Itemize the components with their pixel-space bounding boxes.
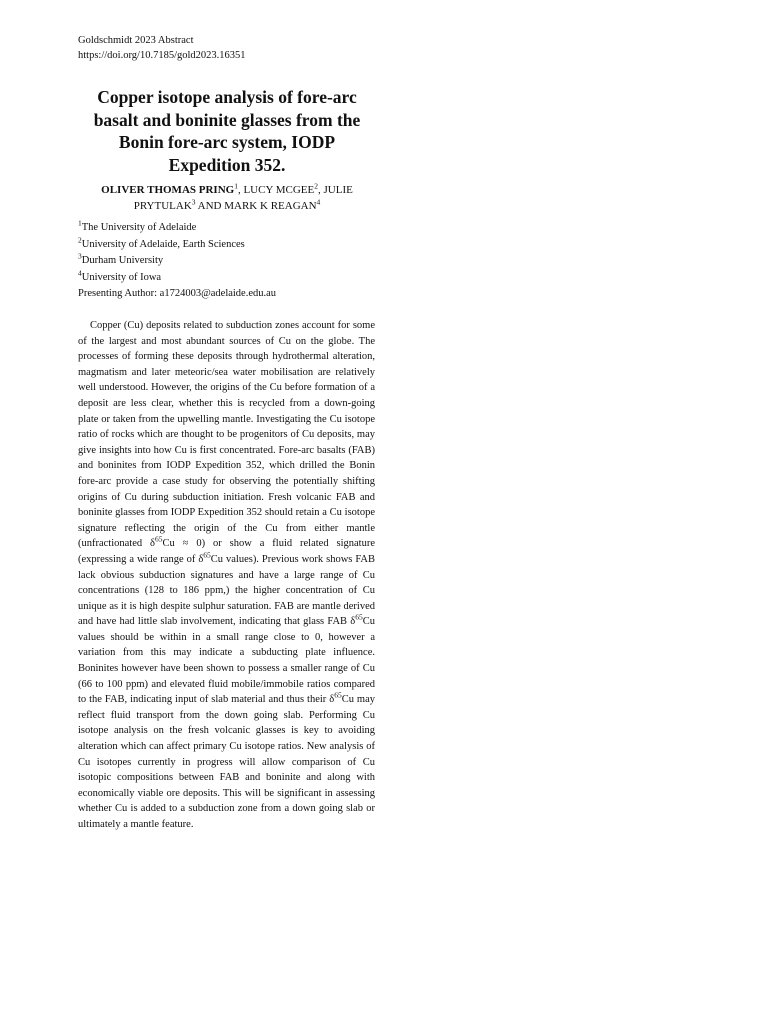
affiliation-number: 4: [78, 268, 82, 277]
author-name: OLIVER THOMAS PRING: [101, 184, 235, 196]
presenting-author: Presenting Author: a1724003@adelaide.edu.au: [78, 288, 277, 299]
affiliation-item: [78, 270, 245, 287]
author-separator: AND: [195, 200, 225, 212]
affiliation-item: [78, 253, 245, 270]
doi-link[interactable]: https://doi.org/10.7185/gold2023.16351: [78, 50, 246, 61]
author-list: [78, 182, 376, 214]
author-name: JULIE PRYTULAK: [133, 184, 353, 212]
paper-title: Copper isotope analysis of fore-arc basalt and boninite glasses from the Bonin fore-arc system, IODP Expedition 352.: [93, 87, 361, 175]
isotope-superscript: 65: [355, 612, 363, 622]
affiliation-text: Durham University: [81, 255, 164, 266]
author-affil-number: 2: [314, 181, 318, 191]
affiliation-item: [78, 220, 245, 237]
abstract-text: Cu may reflect fluid transport from the down going slab. Performing Cu isotope analysis on the fresh volcanic glasses is key to avoiding alteration which can affect primary Cu isotope ratios. New analysis of Cu isotopes currently in progress will allow comparison of Cu isotopic compositions between FAB and boninite and along with economically viable ore deposits. This will be significant in assessing whether Cu is added to a subduction zone from a down going slab or ultimately a mantle feature.: [78, 694, 375, 830]
affiliation-number: 1: [78, 218, 82, 228]
isotope-superscript: 65: [334, 690, 342, 700]
conference-label: Goldschmidt 2023 Abstract: [78, 35, 194, 46]
author-affil-number: 1: [234, 181, 238, 191]
abstract-text: Cu values should be within in a small range close to 0, however a variation from this may indicate a subducting plate influence. Boninites however have been shown to possess a smaller range of Cu (66 to 100 ppm) and elevated fluid mobile/immobile ratios compared to the FAB, indicating input of slab material and thus their δ: [78, 616, 375, 706]
isotope-superscript: 65: [203, 550, 211, 560]
affiliation-number: 3: [78, 251, 82, 261]
affiliation-text: University of Iowa: [81, 271, 162, 283]
affiliation-text: The University of Adelaide: [81, 222, 197, 233]
author-separator: ,: [237, 184, 244, 196]
abstract-text: Copper (Cu) deposits related to subduction zones account for some of the largest and most abundant sources of Cu on the globe. The processes of forming these deposits through hydrothermal alteration, magmatism and later meteoric/sea water mobilisation are relatively well understood. However, the origins of the Cu before formation of a deposit are less clear, whether this is recycled from a down-going plate or taken from the upwelling mantle. Investigating the Cu isotope ratio of rocks which are thought to be progenitors of Cu deposits, may give insights into how Cu is first concentrated. Fore-arc basalts (FAB) and boninites from IODP Expedition 352, which drilled the Bonin fore-arc provide a case study for observing the potentially shifting origins of Cu during subduction initiation. Fresh volcanic FAB and boninite glasses from IODP Expedition 352 should retain a Cu isotope signature reflecting the origin of the Cu from either mantle (unfractionated δ: [78, 320, 375, 550]
affiliation-list: [78, 220, 245, 286]
abstract-body: [78, 318, 375, 833]
author-affil-number: 4: [316, 197, 321, 207]
abstract-text: Cu values). Previous work shows FAB lack obvious subduction signatures and have a large range of Cu concentrations (128 to 186 ppm,) the higher concentration of Cu unique as it is high despite sulphur saturation. FAB are mantle derived and have had little slab involvement, indicating that glass FAB δ: [78, 553, 375, 628]
author-separator: ,: [318, 184, 324, 196]
affiliation-text: University of Adelaide, Earth Sciences: [81, 238, 245, 250]
isotope-superscript: 65: [155, 534, 163, 544]
author-affil-number: 3: [191, 197, 196, 207]
document-header: [78, 33, 246, 63]
abstract-text: Cu ≈ 0) or show a fluid related signature (expressing a wide range of δ: [78, 538, 375, 565]
affiliation-number: 2: [78, 235, 82, 244]
author-name: MARK K REAGAN: [224, 200, 317, 212]
affiliation-item: [78, 237, 245, 254]
author-name: LUCY MCGEE: [243, 184, 315, 196]
